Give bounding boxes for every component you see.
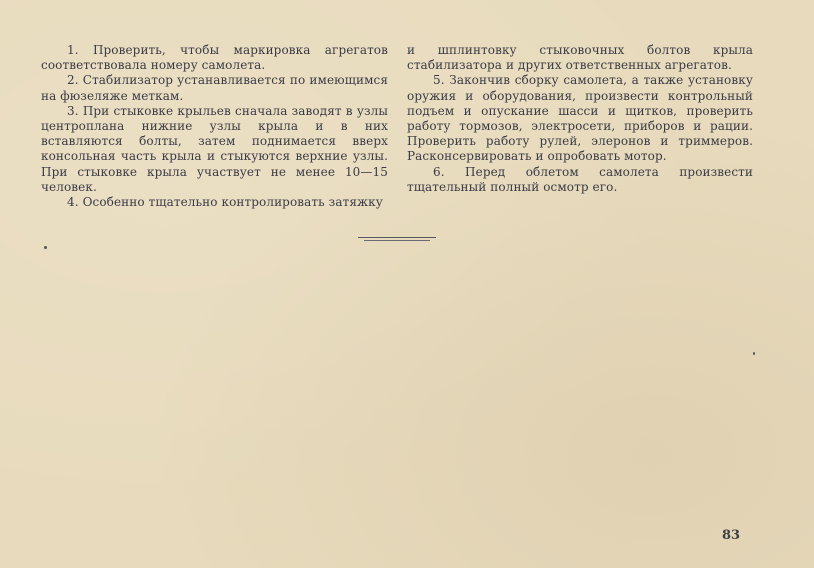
paper-speck [753, 352, 755, 355]
section-divider [358, 237, 436, 241]
paper-speck [44, 246, 47, 249]
divider-line-bottom [364, 240, 430, 241]
paragraph-1: 1. Проверить, чтобы маркировка агрегатов соответствовала номеру самолета. [41, 43, 388, 73]
paragraph-2: 2. Стабилизатор устанавливается по имеющимся на фюзеляже меткам. [41, 73, 388, 103]
right-text-column [407, 43, 753, 195]
left-text-column [41, 43, 388, 210]
page-number: 83 [722, 528, 741, 543]
divider-line-top [358, 237, 436, 238]
paragraph-4-continued: и шплинтовку стыковочных болтов крыла стабилизатора и других ответственных агрегатов. [407, 43, 753, 73]
paragraph-3: 3. При стыковке крыльев сначала заводят в узлы центроплана нижние узлы крыла и в них вставляются болты, затем поднимается вверх консольная часть крыла и стыкуются верхние узлы. При стыковке крыла участвует не менее 10—15 человек. [41, 103, 388, 194]
paragraph-5: 5. Закончив сборку самолета, а также установку оружия и оборудования, произвести контрольный подъем и опускание шасси и щитков, проверить работу тормозов, электросети, приборов и рации. Проверить работу рулей, элеронов и триммеров. Расконсервировать и опробовать мотор. [407, 73, 753, 164]
paragraph-6: 6. Перед облетом самолета произвести тщательный полный осмотр его. [407, 164, 753, 194]
paragraph-4: 4. Особенно тщательно контролировать затяжку [67, 195, 383, 210]
